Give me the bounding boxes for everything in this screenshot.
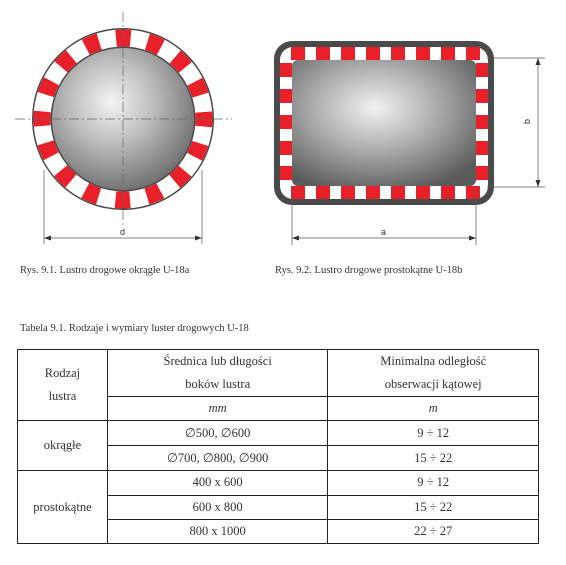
size-cell: 800 x 1000 xyxy=(107,519,328,543)
figure-caption-round: Rys. 9.1. Lustro drogowe okrągłe U-18a xyxy=(20,265,190,276)
header-size: Średnica lub długości boków lustra xyxy=(107,350,328,397)
type-cell: okrągłe xyxy=(18,421,108,471)
mirror-spec-table xyxy=(17,349,539,544)
distance-cell: 15 ÷ 22 xyxy=(328,446,539,471)
header-type: Rodzaj lustra xyxy=(18,350,108,421)
dimension-label-a: a xyxy=(381,227,387,237)
distance-cell: 9 ÷ 12 xyxy=(328,421,539,446)
table-caption: Tabela 9.1. Rodzaje i wymiary luster drogowych U-18 xyxy=(20,323,249,334)
header-distance: Minimalna odległość obserwacji kątowej xyxy=(328,350,539,397)
size-cell: ∅500, ∅600 xyxy=(107,421,328,446)
distance-cell: 15 ÷ 22 xyxy=(328,495,539,519)
unit-size: mm xyxy=(107,397,328,421)
size-cell: 600 x 800 xyxy=(107,495,328,519)
table-header-row xyxy=(18,350,539,397)
figure-caption-rect: Rys. 9.2. Lustro drogowe prostokątne U-18b xyxy=(275,265,463,276)
distance-cell: 22 ÷ 27 xyxy=(328,519,539,543)
rect-mirror-figure xyxy=(262,0,562,260)
unit-distance: m xyxy=(328,397,539,421)
distance-cell: 9 ÷ 12 xyxy=(328,471,539,495)
size-cell: 400 x 600 xyxy=(107,471,328,495)
dimension-label-d: d xyxy=(120,227,126,237)
type-cell: prostokątne xyxy=(18,471,108,543)
size-cell: ∅700, ∅800, ∅900 xyxy=(107,446,328,471)
dimension-label-b: b xyxy=(522,118,532,124)
table-row xyxy=(18,421,539,446)
table-row xyxy=(18,471,539,495)
round-mirror-figure xyxy=(0,0,260,260)
mirror-surface xyxy=(292,60,476,186)
